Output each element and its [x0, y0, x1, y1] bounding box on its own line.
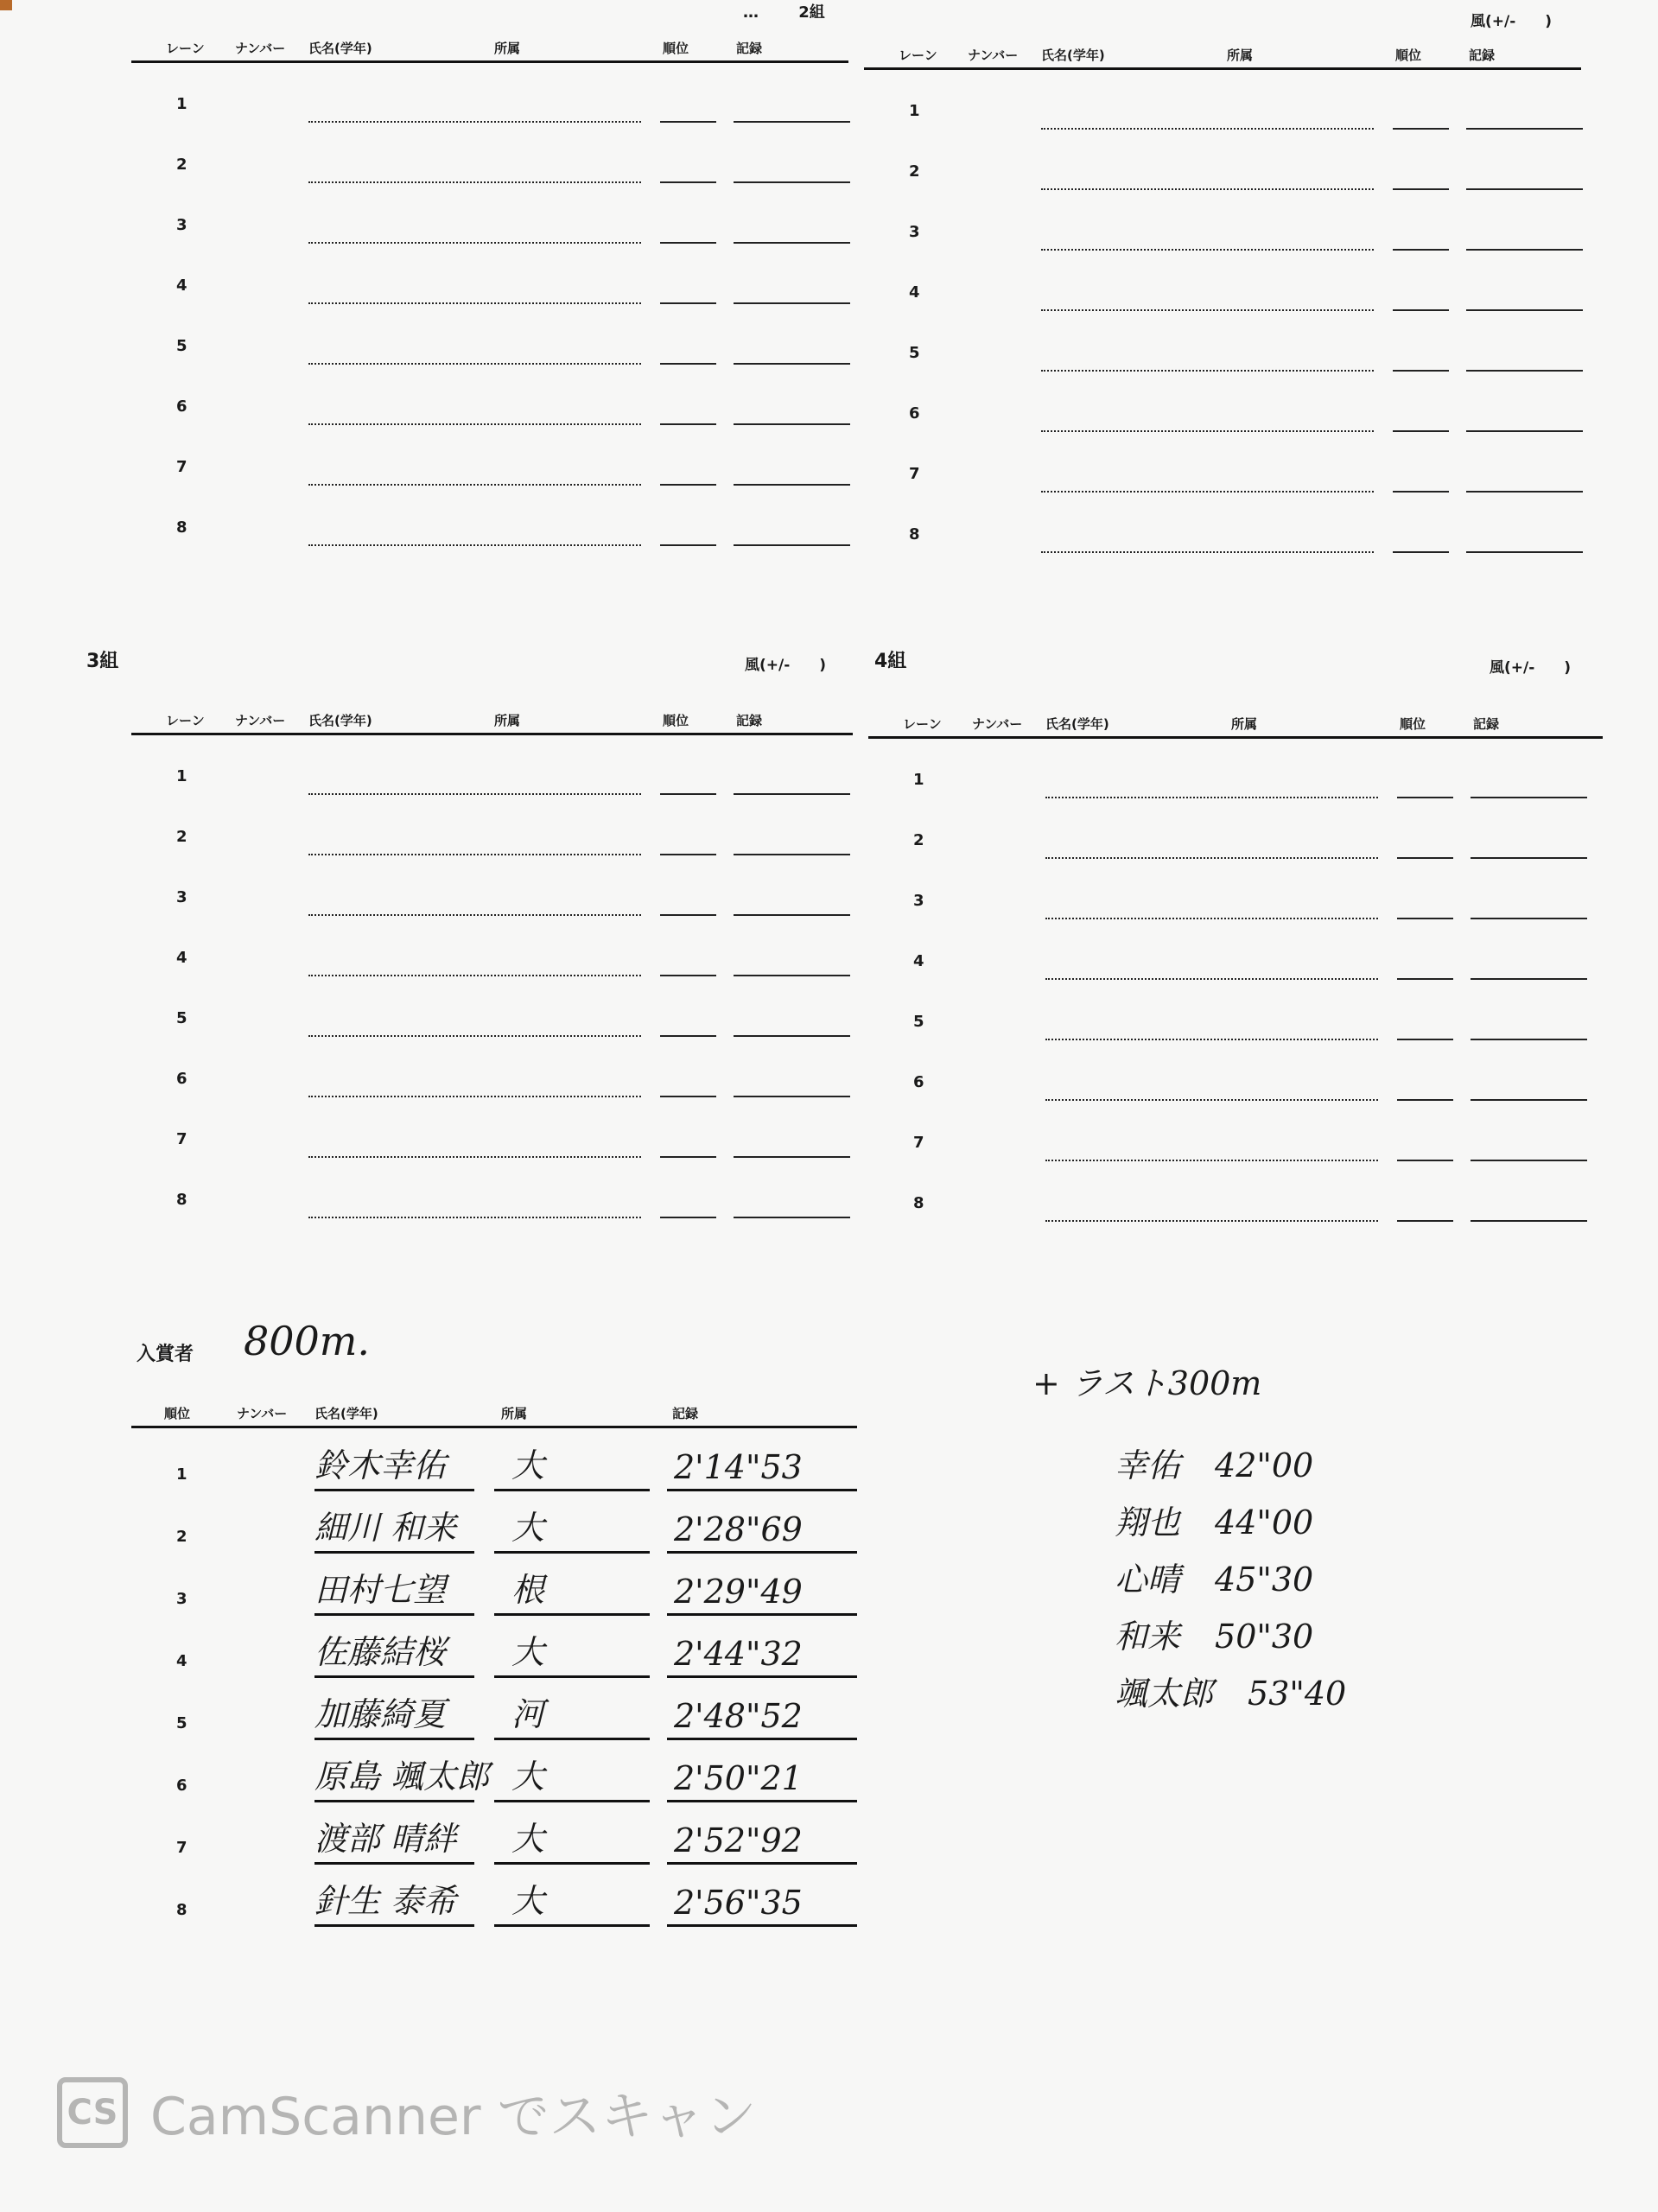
- record-line: [1466, 309, 1583, 311]
- rank-line: [660, 914, 716, 916]
- col-rank: 順位: [663, 41, 689, 56]
- award-name: 加藤綺夏: [314, 1695, 447, 1733]
- award-row: [131, 1557, 857, 1619]
- split-note-time: 50"30: [1215, 1618, 1314, 1656]
- record-line: [1471, 918, 1587, 919]
- award-team: 根: [511, 1571, 545, 1609]
- award-record-line: [667, 1489, 857, 1491]
- award-record: 2'28"69: [674, 1510, 803, 1548]
- rank-line: [1393, 491, 1449, 493]
- lane-number: 5: [176, 1009, 187, 1027]
- award-rank: 7: [176, 1839, 187, 1857]
- rank-line: [660, 242, 716, 244]
- rank-line: [660, 363, 716, 365]
- rank-line: [1393, 309, 1449, 311]
- lane-number: 4: [176, 276, 187, 295]
- award-record-line: [667, 1675, 857, 1678]
- record-line: [734, 181, 850, 183]
- rank-line: [660, 1217, 716, 1218]
- award-record-line: [667, 1613, 857, 1616]
- rank-line: [660, 1096, 716, 1097]
- name-line: [1045, 918, 1378, 919]
- lane-row: [864, 378, 1581, 439]
- award-name-line: [314, 1862, 474, 1865]
- split-note-name: 翔也: [1115, 1503, 1181, 1541]
- lane-number: 3: [176, 888, 187, 906]
- rank-line: [1393, 249, 1449, 251]
- rank-line: [1397, 918, 1453, 919]
- record-line: [734, 302, 850, 304]
- rank-line: [660, 975, 716, 976]
- lane-row: [868, 987, 1603, 1047]
- split-note-time: 42"00: [1215, 1446, 1314, 1484]
- award-name: 原島 颯太郎: [314, 1758, 490, 1796]
- award-record-line: [667, 1551, 857, 1554]
- lane-number: 8: [176, 1191, 187, 1209]
- name-line: [1045, 1220, 1378, 1222]
- lane-number: 4: [909, 283, 920, 302]
- record-line: [734, 121, 850, 123]
- record-line: [1471, 1039, 1587, 1040]
- lane-number: 8: [913, 1194, 924, 1212]
- split-note-item: [1115, 1553, 1346, 1610]
- col-name: 氏名(学年): [1041, 48, 1105, 63]
- rank-line: [1393, 551, 1449, 553]
- lane-row: [131, 1044, 853, 1104]
- lane-number: 7: [913, 1134, 924, 1152]
- award-record: 2'56"35: [674, 1884, 803, 1922]
- name-line: [308, 181, 641, 183]
- award-team-line: [494, 1738, 650, 1740]
- name-line: [308, 302, 641, 304]
- name-line: [308, 544, 641, 546]
- record-line: [1466, 430, 1583, 432]
- award-team: 大: [511, 1882, 545, 1920]
- name-line: [1041, 188, 1374, 190]
- lane-row: [868, 866, 1603, 926]
- award-name-line: [314, 1613, 474, 1616]
- heat-panel-4: [868, 710, 1603, 1263]
- award-name-line: [314, 1924, 474, 1927]
- record-line: [734, 854, 850, 855]
- col-lane: レーン: [899, 48, 937, 63]
- award-rank: 5: [176, 1714, 187, 1732]
- award-record: 2'44"32: [674, 1635, 803, 1673]
- record-line: [734, 793, 850, 795]
- awards-col-number: ナンバー: [237, 1406, 288, 1421]
- award-team: 河: [511, 1695, 545, 1733]
- award-rank: 6: [176, 1777, 187, 1795]
- group-3-wind: 風(+/- ): [745, 657, 827, 674]
- lane-number: 5: [913, 1013, 924, 1031]
- split-note-name: 和来: [1115, 1618, 1181, 1656]
- lane-row: [864, 499, 1581, 560]
- award-name-line: [314, 1675, 474, 1678]
- award-record-line: [667, 1862, 857, 1865]
- award-row: [131, 1868, 857, 1930]
- record-line: [1466, 551, 1583, 553]
- split-note-name: 心晴: [1115, 1560, 1181, 1599]
- rank-line: [660, 1035, 716, 1037]
- lane-row: [864, 76, 1581, 137]
- award-record: 2'50"21: [674, 1759, 803, 1797]
- lane-number: 7: [176, 458, 187, 476]
- group-3-label: 3組: [86, 651, 119, 672]
- lane-row: [864, 137, 1581, 197]
- lane-number: 6: [176, 1070, 187, 1088]
- award-row: [131, 1619, 857, 1681]
- name-line: [1045, 978, 1378, 980]
- lane-number: 3: [913, 892, 924, 910]
- lane-number: 7: [176, 1130, 187, 1148]
- lane-row: [131, 983, 853, 1044]
- record-line: [1471, 797, 1587, 798]
- name-line: [308, 423, 641, 425]
- rank-line: [1397, 978, 1453, 980]
- record-line: [734, 1217, 850, 1218]
- award-rank: 4: [176, 1652, 187, 1670]
- award-record-line: [667, 1800, 857, 1802]
- rank-line: [1397, 1039, 1453, 1040]
- award-rank: 2: [176, 1528, 187, 1546]
- record-line: [1466, 128, 1583, 130]
- rank-line: [660, 121, 716, 123]
- awards-title: 入賞者: [137, 1344, 194, 1365]
- heat-header: [131, 35, 848, 63]
- name-line: [1045, 1099, 1378, 1101]
- rank-line: [660, 484, 716, 486]
- record-line: [1471, 1160, 1587, 1161]
- heat-panel-3: [131, 707, 853, 1260]
- name-line: [1041, 370, 1374, 372]
- split-note-item: [1115, 1667, 1346, 1724]
- lane-number: 1: [913, 771, 924, 789]
- award-team-line: [494, 1924, 650, 1927]
- lane-row: [131, 190, 848, 251]
- award-record: 2'29"49: [674, 1573, 803, 1611]
- award-row: [131, 1744, 857, 1806]
- col-lane: レーン: [166, 41, 205, 56]
- name-line: [1041, 309, 1374, 311]
- heat-header: [131, 707, 853, 735]
- lane-number: 6: [909, 404, 920, 423]
- rank-line: [660, 793, 716, 795]
- lane-number: 7: [909, 465, 920, 483]
- record-line: [734, 544, 850, 546]
- lane-number: 5: [909, 344, 920, 362]
- lane-row: [131, 372, 848, 432]
- split-note-time: 53"40: [1248, 1675, 1347, 1713]
- award-name: 佐藤結桜: [314, 1633, 447, 1671]
- award-name: 渡部 晴絆: [314, 1820, 457, 1858]
- awards-event: 800m.: [244, 1318, 371, 1364]
- award-name-line: [314, 1738, 474, 1740]
- split-note-item: [1115, 1610, 1346, 1667]
- record-line: [734, 423, 850, 425]
- record-line: [1471, 1220, 1587, 1222]
- rank-line: [1397, 1160, 1453, 1161]
- col-name: 氏名(学年): [308, 713, 372, 728]
- col-lane: レーン: [903, 716, 942, 732]
- rank-line: [660, 181, 716, 183]
- name-line: [308, 975, 641, 976]
- heat-panel-2: [864, 41, 1581, 594]
- heat-panel-1: [131, 35, 848, 588]
- corner-mark: [0, 0, 12, 10]
- lane-row: [131, 1104, 853, 1165]
- record-line: [1466, 370, 1583, 372]
- col-record: 記録: [736, 41, 763, 56]
- award-team-line: [494, 1675, 650, 1678]
- record-line: [734, 1035, 850, 1037]
- col-name: 氏名(学年): [1045, 716, 1109, 732]
- name-line: [308, 484, 641, 486]
- award-row: [131, 1681, 857, 1744]
- award-name: 針生 泰希: [314, 1882, 457, 1920]
- lane-number: 3: [909, 223, 920, 241]
- name-line: [1045, 1160, 1378, 1161]
- split-note-item: [1115, 1439, 1346, 1496]
- rank-line: [1393, 370, 1449, 372]
- award-rank: 3: [176, 1590, 187, 1608]
- rank-line: [1393, 430, 1449, 432]
- camscanner-watermark: [57, 2075, 757, 2150]
- split-note-item: [1115, 1496, 1346, 1553]
- lane-number: 8: [176, 518, 187, 537]
- col-number: ナンバー: [235, 41, 286, 56]
- rank-line: [1393, 188, 1449, 190]
- name-line: [1041, 128, 1374, 130]
- name-line: [1041, 551, 1374, 553]
- col-record: 記録: [1473, 716, 1500, 732]
- col-team: 所属: [494, 41, 521, 56]
- name-line: [308, 914, 641, 916]
- rank-line: [660, 302, 716, 304]
- award-row: [131, 1495, 857, 1557]
- name-line: [308, 854, 641, 855]
- award-record: 2'14"53: [674, 1448, 803, 1486]
- awards-col-record: 記録: [672, 1406, 699, 1421]
- lane-number: 3: [176, 216, 187, 234]
- name-line: [1045, 797, 1378, 798]
- col-number: ナンバー: [968, 48, 1019, 63]
- award-team: 大: [511, 1509, 545, 1547]
- name-line: [308, 1156, 641, 1158]
- lane-row: [131, 251, 848, 311]
- name-line: [1045, 1039, 1378, 1040]
- lane-row: [868, 1168, 1603, 1229]
- award-team-line: [494, 1800, 650, 1802]
- rank-line: [660, 544, 716, 546]
- group-2-wind: 風(+/- ): [1471, 13, 1553, 30]
- col-rank: 順位: [663, 713, 689, 728]
- heat-header: [868, 710, 1603, 739]
- lane-number: 2: [913, 831, 924, 849]
- awards-col-rank: 順位: [164, 1406, 191, 1421]
- award-team: 大: [511, 1758, 545, 1796]
- col-number: ナンバー: [972, 716, 1023, 732]
- record-line: [734, 242, 850, 244]
- lane-number: 2: [909, 162, 920, 181]
- split-notes: [1032, 1357, 1346, 1724]
- lane-row: [868, 745, 1603, 805]
- rank-line: [660, 423, 716, 425]
- col-name: 氏名(学年): [308, 41, 372, 56]
- lane-number: 2: [176, 156, 187, 174]
- col-team: 所属: [494, 713, 521, 728]
- award-team: 大: [511, 1446, 545, 1484]
- record-line: [1471, 978, 1587, 980]
- group-4-label: 4組: [874, 651, 907, 672]
- record-line: [1466, 491, 1583, 493]
- name-line: [308, 793, 641, 795]
- awards-col-name: 氏名(学年): [314, 1406, 378, 1421]
- record-line: [734, 1156, 850, 1158]
- lane-row: [868, 1108, 1603, 1168]
- lane-row: [131, 493, 848, 553]
- lane-number: 1: [176, 95, 187, 113]
- col-team: 所属: [1227, 48, 1254, 63]
- split-note-name: 幸佑: [1115, 1446, 1181, 1484]
- name-line: [308, 242, 641, 244]
- col-rank: 順位: [1395, 48, 1422, 63]
- camscanner-text: CamScanner でスキャン: [150, 2087, 757, 2147]
- awards-header: [131, 1400, 857, 1428]
- rank-line: [660, 1156, 716, 1158]
- rank-line: [660, 854, 716, 855]
- lane-number: 4: [913, 952, 924, 970]
- award-row: [131, 1433, 857, 1495]
- lane-row: [131, 862, 853, 923]
- lane-row: [131, 432, 848, 493]
- col-record: 記録: [736, 713, 763, 728]
- lane-number: 1: [909, 102, 920, 120]
- top-fragment: [743, 0, 860, 22]
- lane-number: 6: [176, 397, 187, 416]
- award-record-line: [667, 1738, 857, 1740]
- col-rank: 順位: [1400, 716, 1426, 732]
- col-number: ナンバー: [235, 713, 286, 728]
- rank-line: [1393, 128, 1449, 130]
- lane-number: 1: [176, 767, 187, 785]
- lane-row: [864, 318, 1581, 378]
- name-line: [1041, 430, 1374, 432]
- lane-number: 8: [909, 525, 920, 543]
- name-line: [308, 1096, 641, 1097]
- lane-row: [864, 197, 1581, 257]
- lane-row: [131, 923, 853, 983]
- record-line: [1471, 1099, 1587, 1101]
- group-2-label: 2組: [798, 3, 825, 22]
- award-name: 田村七望: [314, 1571, 447, 1609]
- name-line: [308, 121, 641, 123]
- split-note-time: 44"00: [1215, 1503, 1314, 1541]
- rank-line: [1397, 857, 1453, 859]
- record-line: [734, 484, 850, 486]
- record-line: [1471, 857, 1587, 859]
- record-line: [1466, 249, 1583, 251]
- award-record: 2'48"52: [674, 1697, 803, 1735]
- award-name: 鈴木幸佑: [314, 1446, 447, 1484]
- lane-row: [864, 439, 1581, 499]
- name-line: [1041, 249, 1374, 251]
- award-rank: 1: [176, 1465, 187, 1484]
- rank-line: [1397, 1099, 1453, 1101]
- name-line: [1045, 857, 1378, 859]
- rank-line: [1397, 1220, 1453, 1222]
- split-note-time: 45"30: [1215, 1560, 1314, 1599]
- name-line: [308, 1217, 641, 1218]
- name-line: [308, 1035, 641, 1037]
- award-name-line: [314, 1800, 474, 1802]
- split-note-name: 颯太郎: [1115, 1675, 1214, 1713]
- lane-row: [868, 1047, 1603, 1108]
- award-record-line: [667, 1924, 857, 1927]
- lane-row: [131, 1165, 853, 1225]
- awards-col-team: 所属: [501, 1406, 528, 1421]
- camscanner-logo: CS: [57, 2077, 128, 2148]
- record-line: [734, 914, 850, 916]
- lane-row: [131, 802, 853, 862]
- award-record: 2'52"92: [674, 1821, 803, 1859]
- lane-row: [868, 805, 1603, 866]
- lane-row: [131, 311, 848, 372]
- award-name: 細川 和来: [314, 1509, 457, 1547]
- award-team: 大: [511, 1820, 545, 1858]
- lane-row: [868, 926, 1603, 987]
- award-name-line: [314, 1551, 474, 1554]
- record-line: [734, 363, 850, 365]
- group-4-wind: 風(+/- ): [1490, 659, 1572, 677]
- award-team: 大: [511, 1633, 545, 1671]
- heat-header: [864, 41, 1581, 70]
- award-name-line: [314, 1489, 474, 1491]
- lane-row: [131, 741, 853, 802]
- lane-row: [864, 257, 1581, 318]
- col-record: 記録: [1469, 48, 1496, 63]
- col-lane: レーン: [166, 713, 205, 728]
- record-line: [734, 975, 850, 976]
- name-line: [308, 363, 641, 365]
- award-rank: 8: [176, 1901, 187, 1919]
- lane-number: 6: [913, 1073, 924, 1091]
- lane-row: [131, 69, 848, 130]
- award-team-line: [494, 1551, 650, 1554]
- award-team-line: [494, 1489, 650, 1491]
- award-team-line: [494, 1613, 650, 1616]
- lane-number: 4: [176, 949, 187, 967]
- split-notes-title: + ラスト300m: [1032, 1364, 1262, 1402]
- top-partial: …: [743, 3, 759, 22]
- award-row: [131, 1806, 857, 1868]
- name-line: [1041, 491, 1374, 493]
- lane-number: 5: [176, 337, 187, 355]
- award-team-line: [494, 1862, 650, 1865]
- lane-row: [131, 130, 848, 190]
- record-line: [1466, 188, 1583, 190]
- rank-line: [1397, 797, 1453, 798]
- lane-number: 2: [176, 828, 187, 846]
- col-team: 所属: [1231, 716, 1258, 732]
- record-line: [734, 1096, 850, 1097]
